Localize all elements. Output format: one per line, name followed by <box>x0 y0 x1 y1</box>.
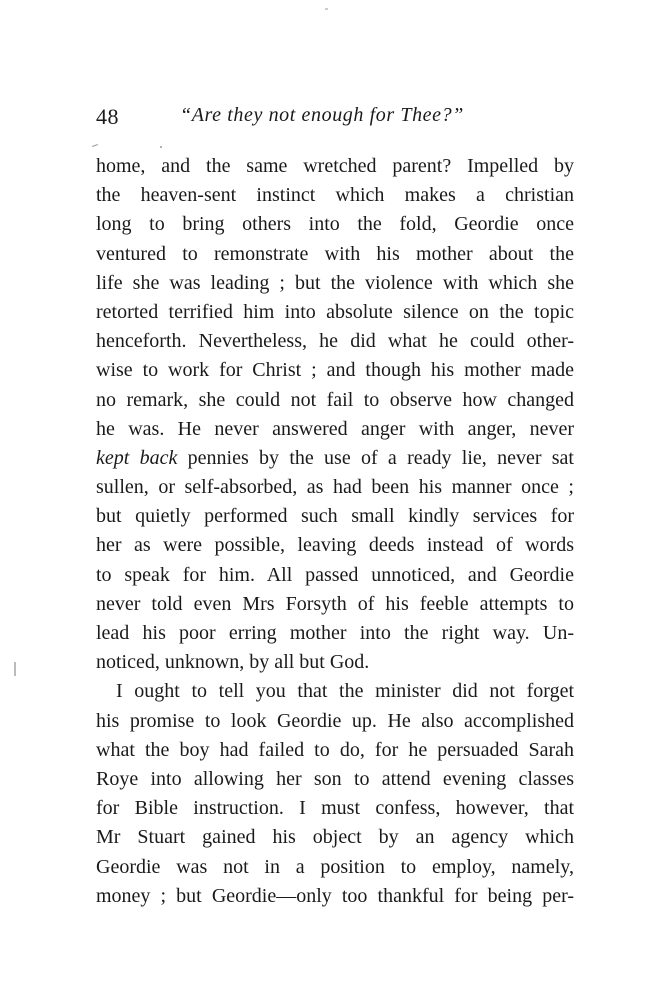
text-line <box>96 473 574 502</box>
text-line <box>96 327 574 356</box>
running-title: “Are they not enough for Thee?” <box>180 104 464 126</box>
text-segment: never told even Mrs Forsyth of his feeble attempts to <box>96 592 574 615</box>
text-line <box>96 648 574 677</box>
text-segment: Roye into allowing her son to attend evening classes <box>96 767 574 790</box>
text-line <box>96 240 574 269</box>
scan-speck <box>325 8 328 10</box>
text-line <box>96 619 574 648</box>
text-segment: sullen, or self-absorbed, as had been his manner once ; <box>96 476 574 499</box>
text-line <box>96 269 574 298</box>
scan-speck <box>14 662 16 676</box>
italic-phrase: kept back <box>96 446 178 469</box>
text-segment: his promise to look Geordie up. He also accomplished <box>96 709 574 732</box>
text-line <box>96 590 574 619</box>
text-line <box>96 561 574 590</box>
text-line <box>96 181 574 210</box>
text-line <box>96 531 574 560</box>
text-segment: retorted terrified him into absolute silence on the topic <box>96 300 574 323</box>
text-segment: Mr Stuart gained his object by an agency which <box>96 826 574 849</box>
text-line <box>96 736 574 765</box>
text-segment: the heaven-sent instinct which makes a christian <box>96 184 574 207</box>
text-line <box>96 853 574 882</box>
text-segment: life she was leading ; but the violence with which she <box>96 271 574 294</box>
text-segment: he was. He never answered anger with anger, never <box>96 417 574 440</box>
text-line <box>96 298 574 327</box>
text-segment: Geordie was not in a position to employ, namely, <box>96 855 574 878</box>
body-text <box>96 152 574 911</box>
text-line <box>96 502 574 531</box>
text-line <box>96 882 574 911</box>
text-line <box>96 677 574 706</box>
text-segment: wise to work for Christ ; and though his mother made <box>96 359 574 382</box>
text-segment: noticed, unknown, by all but God. <box>96 651 370 674</box>
text-segment: what the boy had failed to do, for he persuaded Sarah <box>96 738 574 761</box>
text-segment: pennies by the use of a ready lie, never sat <box>177 446 574 469</box>
text-line <box>96 707 574 736</box>
text-line <box>96 794 574 823</box>
text-line <box>96 152 574 181</box>
text-line <box>96 210 574 239</box>
text-segment: for Bible instruction. I must confess, however, that <box>96 797 574 820</box>
text-segment: no remark, she could not fail to observe how changed <box>96 388 574 411</box>
text-segment: lead his poor erring mother into the right way. Un- <box>96 622 574 644</box>
text-line <box>96 444 574 473</box>
text-line <box>96 356 574 385</box>
text-segment: long to bring others into the fold, Geordie once <box>96 213 574 236</box>
text-segment: I ought to tell you that the minister did not forget <box>116 680 574 703</box>
text-line <box>96 823 574 852</box>
page-number: 48 <box>96 104 119 129</box>
text-line <box>96 765 574 794</box>
text-segment: her as were possible, leaving deeds instead of words <box>96 534 574 557</box>
scan-speck <box>160 146 162 148</box>
text-segment: henceforth. Nevertheless, he did what he could other- <box>96 330 574 353</box>
text-segment: but quietly performed such small kindly services for <box>96 505 574 528</box>
text-segment: to speak for him. All passed unnoticed, and Geordie <box>96 563 574 586</box>
text-segment: home, and the same wretched parent? Impelled by <box>96 155 574 177</box>
page-header <box>96 104 576 134</box>
text-segment: money ; but Geordie—only too thankful for being per- <box>96 884 574 907</box>
text-line <box>96 386 574 415</box>
text-segment: ventured to remonstrate with his mother about the <box>96 242 574 265</box>
text-line <box>96 415 574 444</box>
scan-speck <box>92 144 98 147</box>
